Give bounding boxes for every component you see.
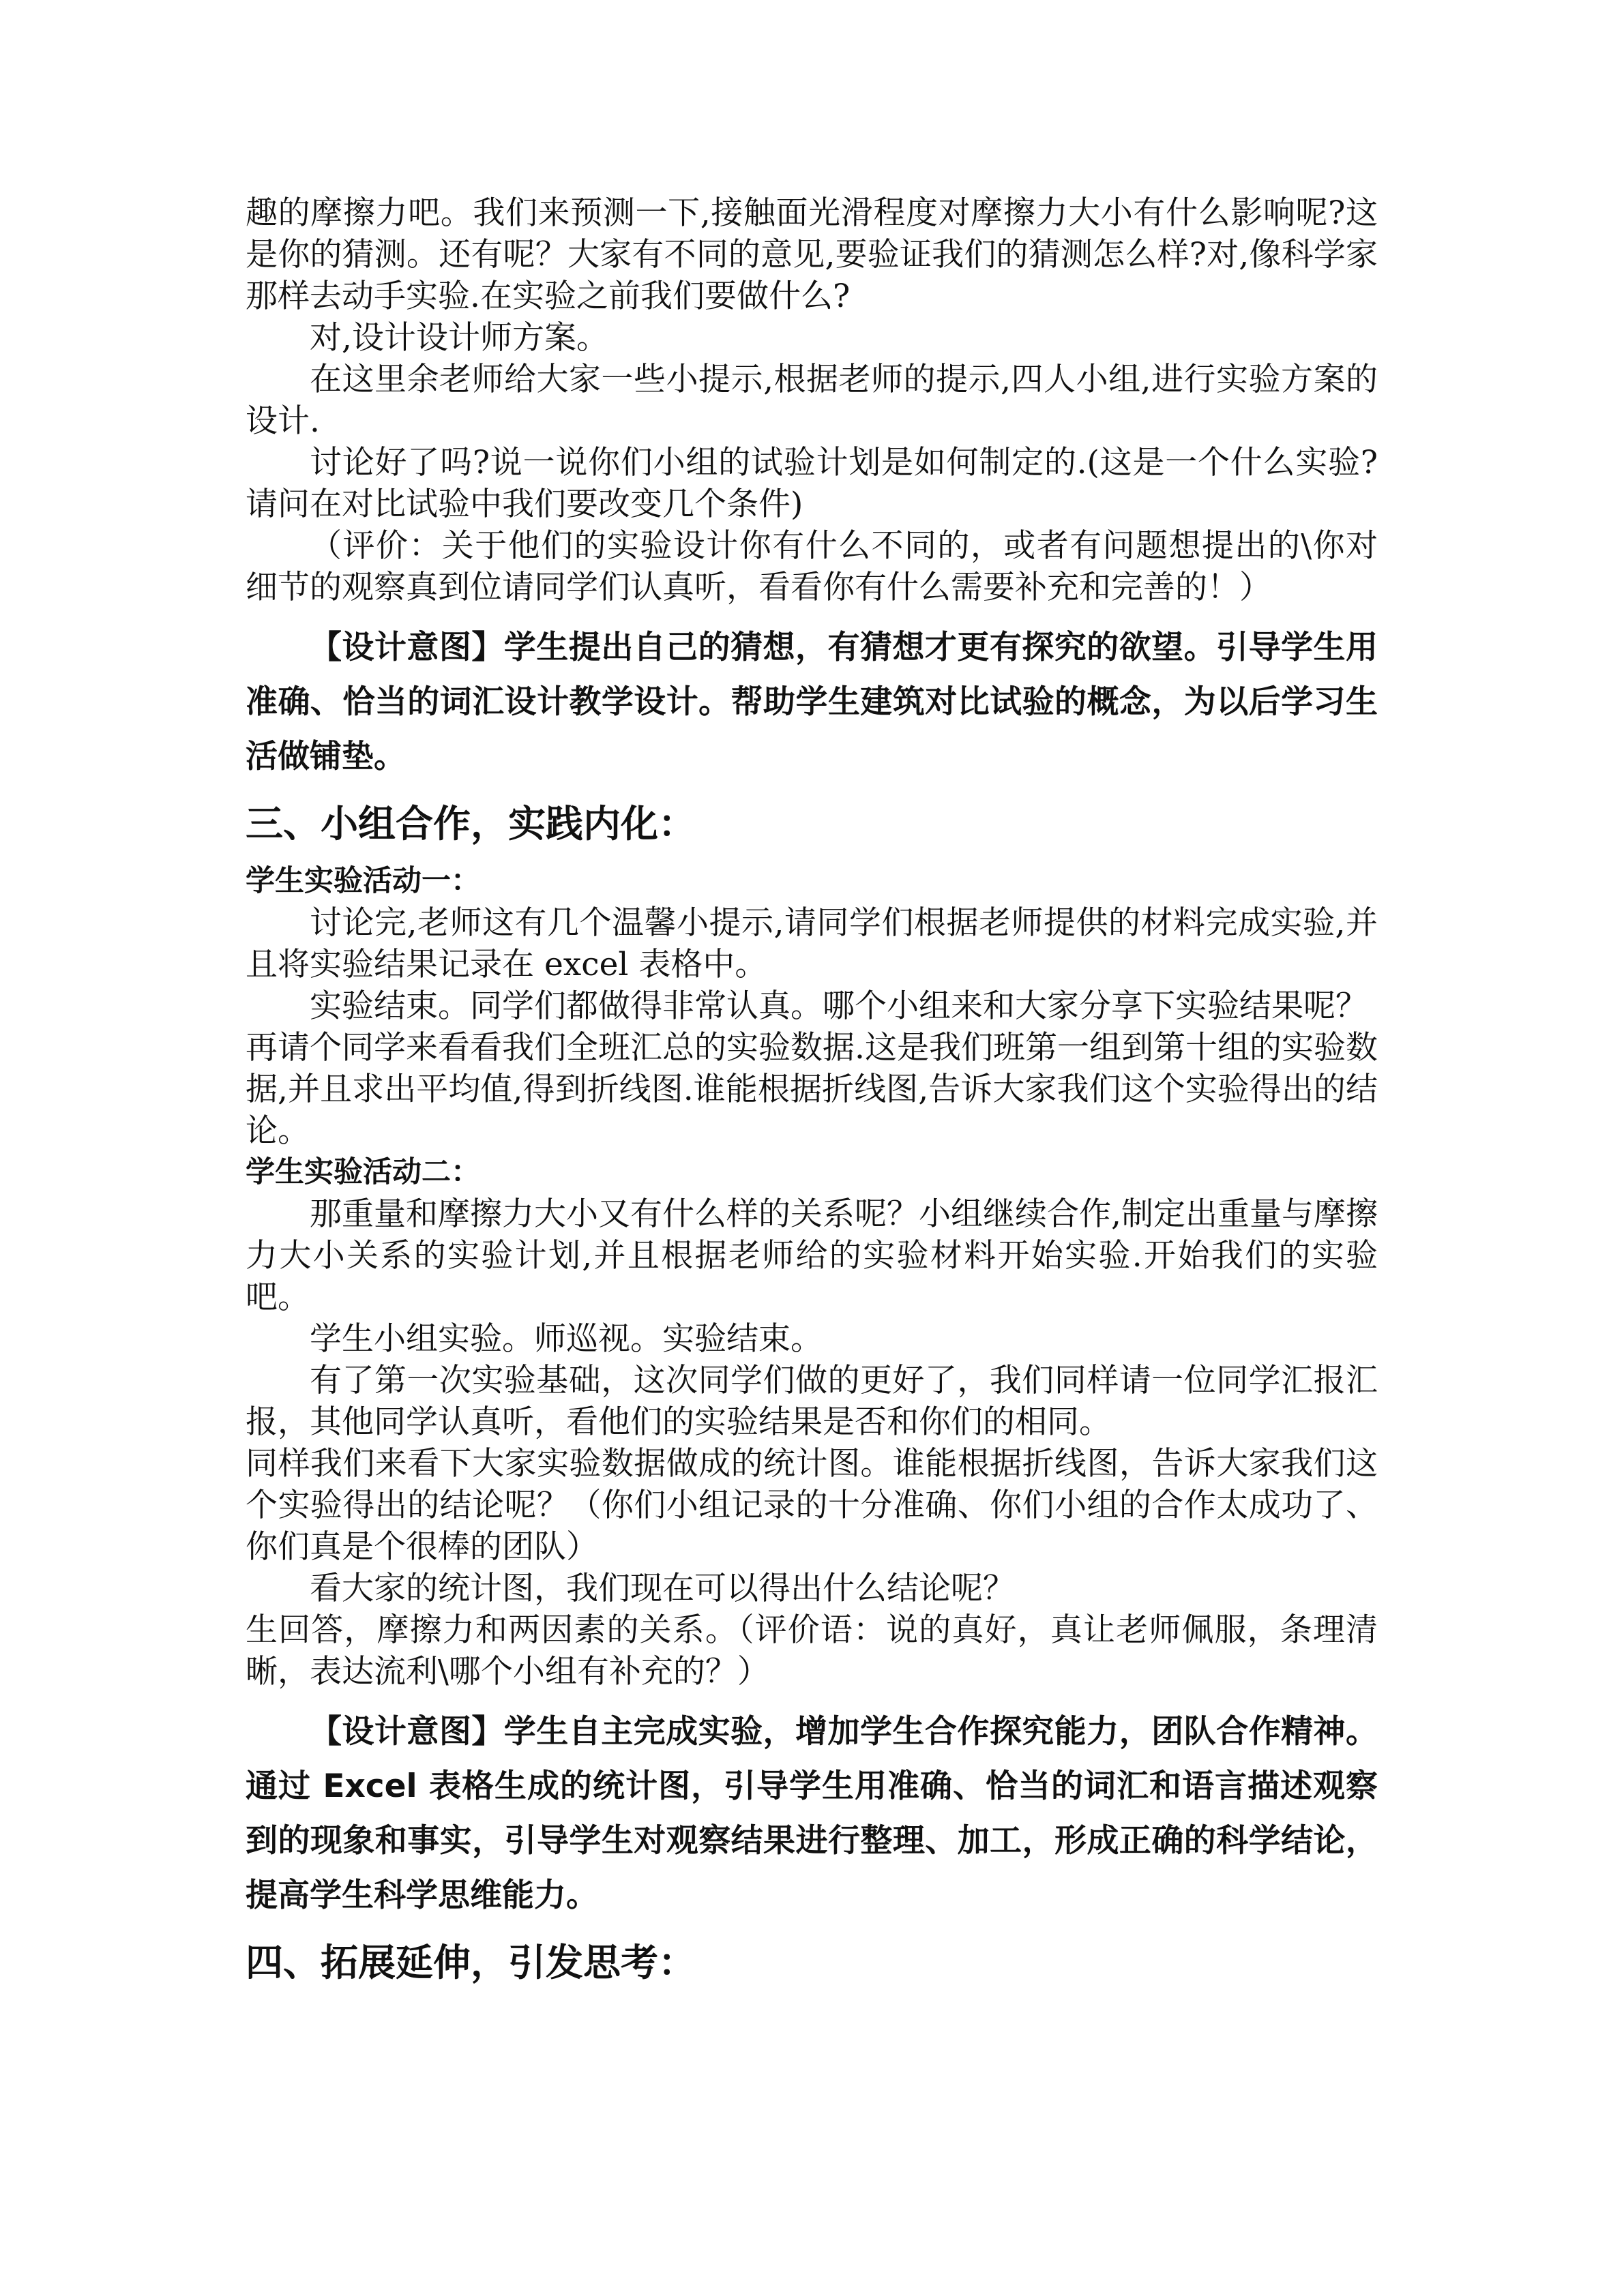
- paragraph-teacher-tips: 在这里余老师给大家一些小提示,根据老师的提示,四人小组,进行实验方案的设计.: [246, 361, 1378, 440]
- paragraph-design-plan: 对,设计设计师方案。: [310, 319, 608, 357]
- activity-1-title: 学生实验活动一：: [246, 864, 480, 898]
- section-heading-3: 三、小组合作，实践内化：: [246, 802, 696, 846]
- paragraph-class-data: 再请个同学来看看我们全班汇总的实验数据.这是我们班第一组到第十组的实验数据,并且求出平均值,得到折线图.谁能根据折线图,告诉大家我们这个实验得出的结论。: [246, 1029, 1378, 1150]
- paragraph-conclusion-question: 看大家的统计图，我们现在可以得出什么结论呢？: [310, 1570, 1015, 1607]
- paragraph-evaluation: （评价：关于他们的实验设计你有什么不同的，或者有问题想提出的\你对细节的观察真到位请同学们认真听，看看你有什么需要补充和完善的！）: [246, 527, 1378, 606]
- paragraph-report: 有了第一次实验基础，这次同学们做的更好了，我们同样请一位同学汇报汇报，其他同学认真听，看他们的实验结果是否和你们的相同。: [246, 1362, 1378, 1441]
- activity-2-title: 学生实验活动二：: [246, 1155, 480, 1189]
- paragraph-prediction: 趣的摩擦力吧。我们来预测一下,接触面光滑程度对摩擦力大小有什么影响呢?这是你的猜测。还有呢？大家有不同的意见,要验证我们的猜测怎么样?对,像科学家那样去动手实验.在实验之前我们要做什么?: [246, 194, 1378, 315]
- paragraph-activity1-intro: 讨论完,老师这有几个温馨小提示,请同学们根据老师提供的材料完成实验,并且将实验结果记录在 excel 表格中。: [246, 904, 1378, 983]
- section-heading-4: 四、拓展延伸，引发思考：: [246, 1941, 696, 1984]
- paragraph-student-answer: 生回答，摩擦力和两因素的关系。（评价语：说的真好，真让老师佩服，条理清晰，表达流利\哪个小组有补充的？）: [246, 1611, 1378, 1690]
- paragraph-discussion: 讨论好了吗?说一说你们小组的试验计划是如何制定的.(这是一个什么实验?请问在对比试验中我们要改变几个条件): [246, 444, 1378, 523]
- design-intent-1: 【设计意图】学生提出自己的猜想，有猜想才更有探究的欲望。引导学生用准确、恰当的词汇设计教学设计。帮助学生建筑对比试验的概念，为以后学习生活做铺垫。: [246, 629, 1378, 775]
- paragraph-activity2-intro: 那重量和摩擦力大小又有什么样的关系呢？小组继续合作,制定出重量与摩擦力大小关系的实验计划,并且根据老师给的实验材料开始实验.开始我们的实验吧。: [246, 1195, 1378, 1316]
- paragraph-statistics: 同样我们来看下大家实验数据做成的统计图。谁能根据折线图，告诉大家我们这个实验得出的结论呢？（你们小组记录的十分准确、你们小组的合作太成功了、你们真是个很棒的团队）: [246, 1445, 1378, 1566]
- design-intent-2: 【设计意图】学生自主完成实验，增加学生合作探究能力，团队合作精神。通过 Excel 表格生成的统计图，引导学生用准确、恰当的词汇和语言描述观察到的现象和事实，引导学生对观察结果进行整理、加工，形成正确的科学结论，提高学生科学思维能力。: [246, 1713, 1378, 1914]
- paragraph-activity1-end: 实验结束。同学们都做得非常认真。哪个小组来和大家分享下实验结果呢？: [310, 987, 1368, 1025]
- paragraph-group-experiment: 学生小组实验。师巡视。实验结束。: [310, 1320, 823, 1358]
- document-body: [246, 192, 1378, 1999]
